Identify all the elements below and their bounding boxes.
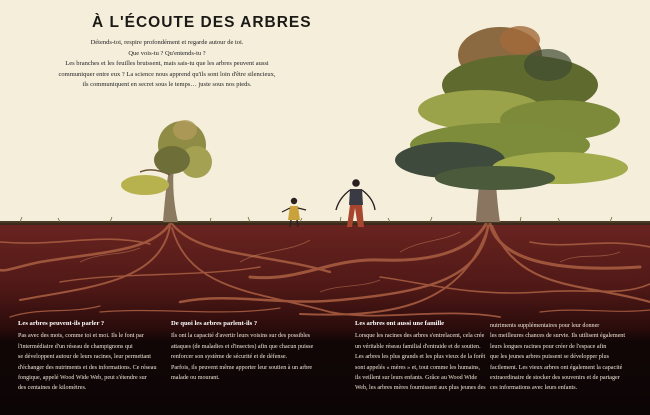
column-3-line: Lorsque les racines des arbres s'entrelacent, cela crée (355, 333, 485, 340)
column-4-line: que les jeunes arbres puissent se développer plus (490, 354, 609, 361)
column-2-line: renforcer son système de sécurité et de défense. (171, 354, 288, 361)
grass (0, 217, 650, 222)
column-2-line: attaques (de maladies et d'insectes) afin que chacun puisse (171, 343, 314, 350)
column-1-line: fongique, appelé Wood Wide Web, peut s'étendre sur (18, 375, 147, 382)
intro-line: communiquer entre eux ? La science nous apprend qu'ils sont loin d'être silencieux, (58, 70, 276, 78)
large-tree (395, 26, 628, 222)
column-1-line: des centaines de kilomètres. (18, 385, 87, 392)
intro-line: Détends-toi, respire profondément et regarde autour de toi. (90, 39, 244, 46)
column-1-line: Pas avec des mots, comme toi et moi. Ils le font par (18, 333, 144, 340)
column-2 (171, 319, 321, 383)
intro-line: Que vois-tu ? Qu'entends-tu ? (128, 49, 206, 57)
column-2-line: Parfois, ils peuvent même apporter leur soutien à un arbre (171, 364, 313, 371)
column-3-line: Les arbres les plus grands et les plus vieux de la forêt (355, 354, 486, 361)
column-3-line: Web, les arbres mères fournissent aux plus jeunes des (355, 385, 486, 392)
column-3-heading: Les arbres ont aussi une famille (355, 320, 445, 327)
column-4-line: leurs longues racines pour créer de l'espace afin (490, 343, 607, 350)
column-4-line: ces informations avec leurs enfants. (490, 385, 578, 392)
column-4-line: extraordinaire de stocker des souvenirs et de partager (490, 375, 620, 382)
column-2-body (171, 331, 321, 383)
column-1-heading: Les arbres peuvent-ils parler ? (18, 320, 105, 327)
column-3-line: ils veillent sur leurs enfants. Grâce au Wood Wide (355, 375, 478, 382)
column-4 (490, 319, 640, 394)
column-4-line: facilement. Les vieux arbres ont également la capacité (490, 364, 623, 371)
column-1-body (18, 331, 158, 393)
column-4-body (490, 321, 640, 394)
small-tree (121, 120, 212, 222)
column-2-heading: De quoi les arbres parlent-ils ? (171, 320, 258, 327)
column-1-line: d'échanger des nutriments et des informations. Ce réseau (18, 364, 157, 371)
column-2-line: Ils ont la capacité d'avertir leurs voisins sur des possibles (171, 333, 311, 340)
adult-figure (336, 179, 375, 227)
page-title: À L'ÉCOUTE DES ARBRES (92, 14, 312, 31)
column-1-line: l'intermédiaire d'un réseau de champignons qui (18, 343, 133, 350)
column-3-line: un véritable réseau familial d'entraide et de soutien. (355, 343, 481, 350)
column-4-line: les meilleures chances de survie. Ils utilisent également (490, 333, 626, 340)
column-2-line: malade ou mourant. (171, 375, 220, 382)
column-3 (355, 319, 495, 394)
column-3-line: sont appelés « mères » et, tout comme les humains, (355, 364, 481, 371)
column-1 (18, 319, 158, 394)
column-3-body (355, 331, 495, 393)
intro-line: ils communiquent en secret sous le temps… juste sous nos pieds. (82, 81, 252, 89)
column-1-line: se développent autour de leurs racines, leur permettant (18, 354, 151, 361)
column-4-line: nutriments supplémentaires pour leur donner (490, 323, 600, 329)
intro-line: Les branches et les feuilles bruissent, mais sais-tu que les arbres peuvent aussi (65, 60, 269, 68)
